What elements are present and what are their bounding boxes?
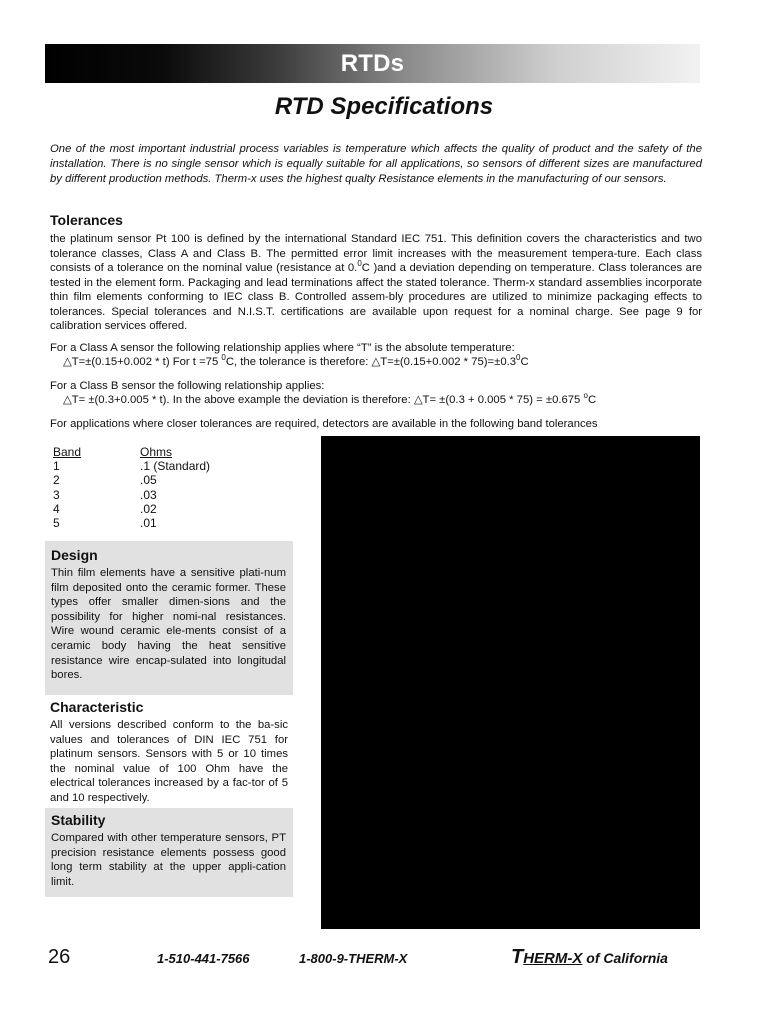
band-column-header: Band <box>53 445 82 459</box>
ohms-cell: .03 <box>140 487 157 502</box>
phone-number-1: 1-510-441-7566 <box>157 951 250 966</box>
characteristic-section <box>50 699 288 806</box>
table-row <box>53 488 210 502</box>
band-intro: For applications where closer tolerances are required, detectors are available in the following band tolerances <box>50 418 598 430</box>
ohms-cell: .05 <box>140 473 157 488</box>
class-b-formula-1: △T= ±(0.3+0.005 * t). In the above example the deviation is therefore: △T= ±(0.3 + 0.005 * 75) = ±0.675 <box>63 394 584 406</box>
phone-number-2: 1-800-9-THERM-X <box>299 951 408 966</box>
class-a-formula <box>63 355 529 369</box>
page-title: RTD Specifications <box>274 93 494 120</box>
class-a-formula-2: C, the tolerance is therefore: △T=±(0.15+0.002 * 75)=±0.3 <box>225 356 517 368</box>
class-b-intro: For a Class B sensor the following relationship applies: <box>50 380 325 392</box>
tolerances-text-2: C )and a deviation depending on temperature. Class tolerances are tested in the element form. Packaging and lead terminations affect the stated tolerance. Therm-x standard assemblies incorporate thin film elements conforming to IEC class B. Controlled assem-bly procedures are utilized to minimize packaging effects to tolerances. Special tolerances and N.I.S.T. certifications are available upon request for a nominal charge. See page 9 for calibration services offered. <box>50 262 702 332</box>
class-a-formula-3: C <box>520 356 529 368</box>
characteristic-heading: Characteristic <box>50 699 144 715</box>
characteristic-text: All versions described conform to the ba-sic values and tolerances of DIN IEC 751 for platinum sensors. Sensors with 5 or 10 times the nominal value of 100 Ohm have the electrical tolerances increased by a fac-tor of 5 and 10 respectively. <box>50 719 288 804</box>
degree-mark: 0 <box>357 259 362 269</box>
band-cell: 3 <box>53 487 60 502</box>
tolerances-text-1: the platinum sensor Pt 100 is defined by the international Standard IEC 751. This definition covers the characteristics and two tolerance classes, Class A and Class B. The permitted error limit increases with the measurement tempera-ture. Each class consists of a tolerance on the nominal value (resistance at 0. <box>50 233 702 274</box>
band-cell: 5 <box>53 516 60 531</box>
stability-heading: Stability <box>51 812 106 828</box>
band-table-header <box>53 445 210 459</box>
band-table <box>53 445 210 530</box>
brand-name: HERM-X <box>523 950 583 967</box>
degree-mark: o <box>583 391 588 401</box>
class-a-intro: For a Class A sensor the following relationship applies where “T” is the absolute temperature: <box>50 342 515 354</box>
banner-title: RTDs <box>340 49 405 77</box>
brand-initial: T <box>511 946 524 968</box>
band-cell: 4 <box>53 501 60 516</box>
ohms-cell: .02 <box>140 501 157 516</box>
degree-mark: 0 <box>516 353 521 363</box>
table-row <box>53 473 210 487</box>
stability-box <box>45 808 293 897</box>
band-cell: 2 <box>53 473 60 488</box>
brand-logo <box>511 946 668 969</box>
table-row <box>53 502 210 516</box>
ohms-column-header: Ohms <box>140 445 173 459</box>
class-b-formula <box>63 393 596 407</box>
design-heading: Design <box>51 547 98 563</box>
class-b-formula-2: C <box>587 394 597 406</box>
table-row <box>53 459 210 473</box>
ohms-cell: .01 <box>140 516 157 531</box>
class-a-formula-1: △T=±(0.15+0.002 * t) For t =75 <box>63 356 222 368</box>
brand-tail: of California <box>582 950 668 966</box>
intro-paragraph: One of the most important industrial process variables is temperature which affects the quality of product and the safety of the installation. There is no single sensor which is equally suitable for all applications, so sensors of different sizes are manufactured by different production methods. Therm-x uses the highest qualty Resistance elements in the manufacturing of our sensors. <box>50 143 702 185</box>
ohms-cell: .1 (Standard) <box>140 459 211 474</box>
degree-mark: 0 <box>221 353 226 363</box>
stability-text: Compared with other temperature sensors, PT precision resistance elements possess good long term stability at the upper appli-cation limit. <box>51 832 286 888</box>
product-image <box>321 436 700 929</box>
design-text: Thin film elements have a sensitive plati-num film deposited onto the ceramic former. These types offer smaller dimen-sions and the possibility for higher nomi-nal resistances. Wire wound ceramic ele-ments consist of a ceramic body having the heat sensitive resistance wire encap-sulated into longitudal bores. <box>51 567 286 682</box>
table-row <box>53 516 210 530</box>
tolerances-paragraph <box>50 232 702 334</box>
design-box <box>45 541 293 695</box>
page-number: 26 <box>48 946 71 968</box>
tolerances-heading: Tolerances <box>50 212 123 228</box>
band-cell: 1 <box>53 459 60 474</box>
header-banner <box>45 44 700 83</box>
